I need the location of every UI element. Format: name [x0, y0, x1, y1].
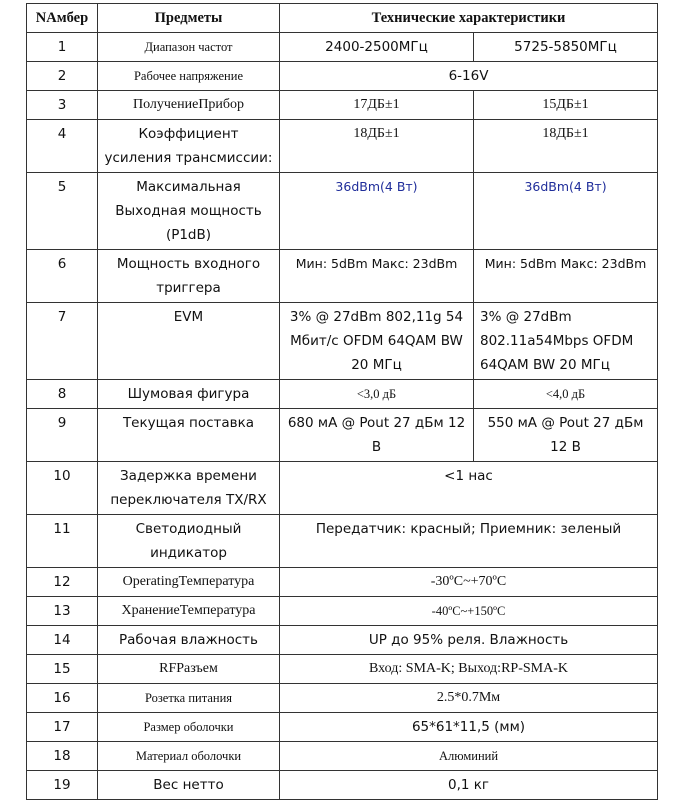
row-value-a: 36dBm(4 Вт) — [280, 173, 474, 250]
row-value: 0,1 кг — [280, 771, 658, 800]
row-value: Алюминий — [280, 742, 658, 771]
row-number: 2 — [27, 62, 98, 91]
row-value-a: 17ДБ±1 — [280, 91, 474, 120]
row-value: Передатчик: красный; Приемник: зеленый — [280, 515, 658, 568]
row-value-b: Мин: 5dBm Макс: 23dBm — [474, 250, 658, 303]
row-number: 10 — [27, 462, 98, 515]
row-number: 5 — [27, 173, 98, 250]
row-item: Коэффициент усиления трансмиссии: — [98, 120, 280, 173]
row-value-b: 36dBm(4 Вт) — [474, 173, 658, 250]
row-item: Рабочая влажность — [98, 626, 280, 655]
row-value-a: <3,0 дБ — [280, 380, 474, 409]
row-item: ХранениеТемпература — [98, 597, 280, 626]
row-item: Максимальная Выходная мощность (P1dB) — [98, 173, 280, 250]
row-number: 13 — [27, 597, 98, 626]
table-row — [27, 462, 658, 515]
table-row — [27, 771, 658, 800]
row-item: ПолучениеПрибор — [98, 91, 280, 120]
row-value-b: 18ДБ±1 — [474, 120, 658, 173]
header-item: Предметы — [98, 4, 280, 33]
row-number: 15 — [27, 655, 98, 684]
table-row — [27, 742, 658, 771]
row-number: 17 — [27, 713, 98, 742]
row-value: 6-16V — [280, 62, 658, 91]
row-value-b: <4,0 дБ — [474, 380, 658, 409]
row-value: 2.5*0.7Мм — [280, 684, 658, 713]
row-value-a: 2400-2500МГц — [280, 33, 474, 62]
row-value: -30ºC~+70ºC — [280, 568, 658, 597]
row-value: UP до 95% реля. Влажность — [280, 626, 658, 655]
row-number: 11 — [27, 515, 98, 568]
row-item: Розетка питания — [98, 684, 280, 713]
table-row — [27, 33, 658, 62]
row-item: Мощность входного триггера — [98, 250, 280, 303]
row-value-b: 15ДБ±1 — [474, 91, 658, 120]
table-row — [27, 380, 658, 409]
row-number: 18 — [27, 742, 98, 771]
table-row — [27, 303, 658, 380]
table-row — [27, 713, 658, 742]
row-item: Рабочее напряжение — [98, 62, 280, 91]
row-value-a: Мин: 5dBm Макс: 23dBm — [280, 250, 474, 303]
table-row — [27, 684, 658, 713]
table-row — [27, 250, 658, 303]
row-item: Светодиодный индикатор — [98, 515, 280, 568]
row-value: -40ºC~+150ºC — [280, 597, 658, 626]
table-row — [27, 409, 658, 462]
row-number: 19 — [27, 771, 98, 800]
row-number: 16 — [27, 684, 98, 713]
row-number: 4 — [27, 120, 98, 173]
row-item: Шумовая фигура — [98, 380, 280, 409]
row-item: Задержка времени переключателя TX/RX — [98, 462, 280, 515]
row-item: EVM — [98, 303, 280, 380]
row-number: 12 — [27, 568, 98, 597]
row-number: 6 — [27, 250, 98, 303]
row-number: 9 — [27, 409, 98, 462]
row-value: 65*61*11,5 (мм) — [280, 713, 658, 742]
row-value-b: 3% @ 27dBm 802.11a54Mbps OFDM 64QAM BW 20 МГц — [474, 303, 658, 380]
table-row — [27, 568, 658, 597]
table-row — [27, 91, 658, 120]
row-value-a: 3% @ 27dBm 802,11g 54 Мбит/с OFDM 64QAM BW 20 МГц — [280, 303, 474, 380]
table-row — [27, 173, 658, 250]
spec-table — [26, 3, 658, 800]
table-row — [27, 626, 658, 655]
row-item: Материал оболочки — [98, 742, 280, 771]
header-spec: Технические характеристики — [280, 4, 658, 33]
row-item: OperatingТемпература — [98, 568, 280, 597]
table-row — [27, 62, 658, 91]
row-item: Диапазон частот — [98, 33, 280, 62]
header-row — [27, 4, 658, 33]
row-item: RFРазъем — [98, 655, 280, 684]
row-value-a: 18ДБ±1 — [280, 120, 474, 173]
row-value-a: 680 мА @ Pout 27 дБм 12 В — [280, 409, 474, 462]
row-number: 14 — [27, 626, 98, 655]
table-row — [27, 120, 658, 173]
table-row — [27, 597, 658, 626]
row-value-b: 550 мА @ Pout 27 дБм 12 В — [474, 409, 658, 462]
header-number: NАмбер — [27, 4, 98, 33]
row-item: Вес нетто — [98, 771, 280, 800]
row-number: 7 — [27, 303, 98, 380]
row-number: 1 — [27, 33, 98, 62]
row-value-b: 5725-5850МГц — [474, 33, 658, 62]
row-value: <1 нас — [280, 462, 658, 515]
table-row — [27, 515, 658, 568]
table-row — [27, 655, 658, 684]
row-number: 8 — [27, 380, 98, 409]
row-item: Размер оболочки — [98, 713, 280, 742]
row-number: 3 — [27, 91, 98, 120]
row-item: Текущая поставка — [98, 409, 280, 462]
row-value: Вход: SMA-K; Выход:RP-SMA-K — [280, 655, 658, 684]
